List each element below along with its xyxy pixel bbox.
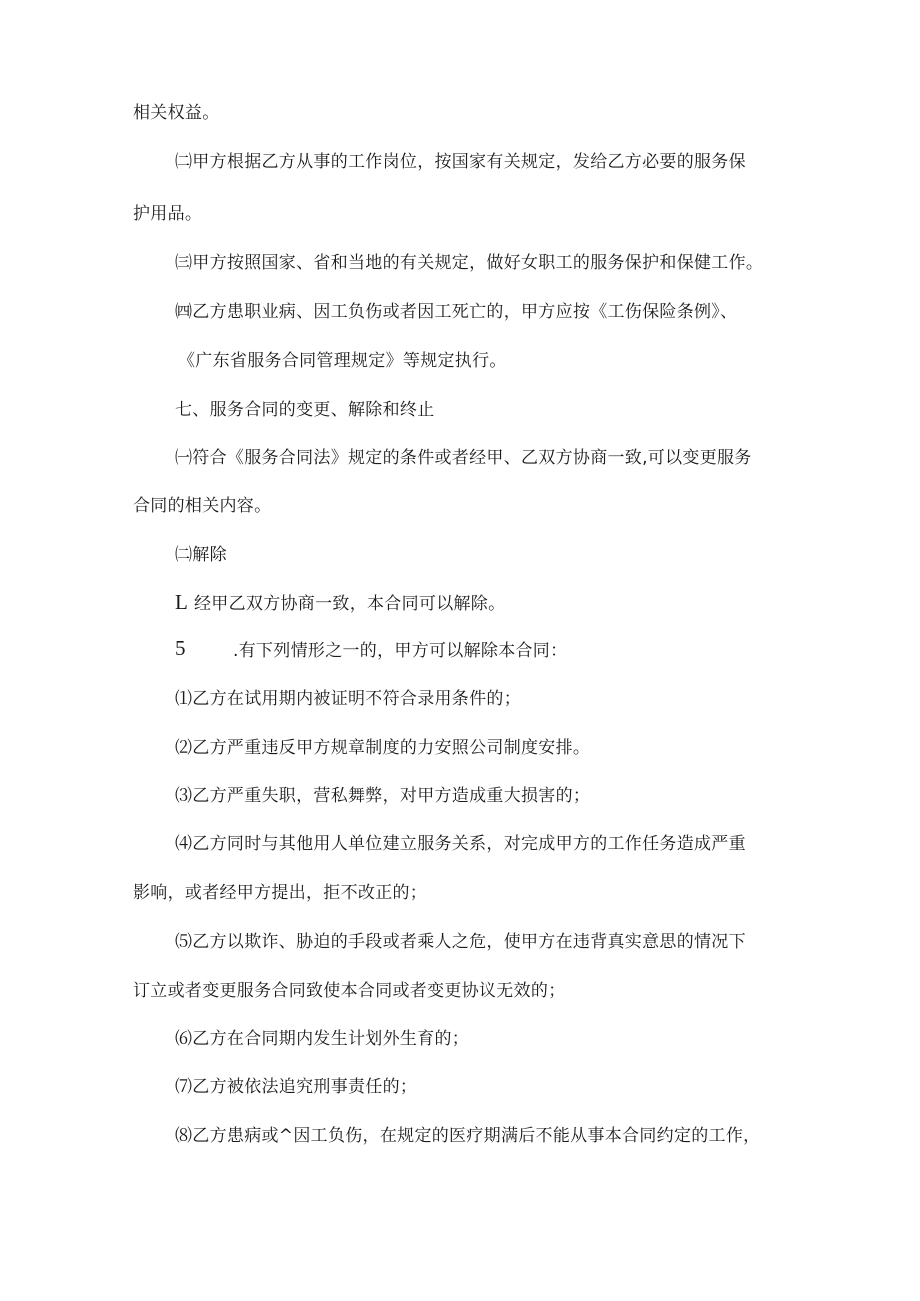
list-marker: L xyxy=(175,590,189,614)
paragraph-line: 订立或者变更服务合同致使本合同或者变更协议无效的； xyxy=(133,981,566,1001)
paragraph-line: 影响，或者经甲方提出，拒不改正的； xyxy=(133,883,428,903)
section-heading: 七、服务合同的变更、解除和终止 xyxy=(175,400,435,420)
list-item: ⑵乙方严重违反甲方规章制度的力安照公司制度安排。 xyxy=(175,738,591,758)
paragraph-line: ㈣乙方患职业病、因工负伤或者因工死亡的，甲方应按《工伤保险条例》、 xyxy=(175,302,738,322)
list-item: ⑶乙方严重失职，营私舞弊，对甲方造成重大损害的； xyxy=(175,786,591,806)
list-item: ⑻乙方患病或^因工负伤，在规定的医疗期满后不能从事本合同约定的工作， xyxy=(175,1126,761,1146)
paragraph-line: 合同的相关内容。 xyxy=(133,496,272,516)
paragraph-line: ㈢甲方按照国家、省和当地的有关规定，做好女职工的服务保护和保健工作。 xyxy=(175,253,764,273)
paragraph-line: ㈡解除 xyxy=(175,545,227,565)
list-item: ⑹乙方在合同期内发生计划外生育的； xyxy=(175,1029,470,1049)
paragraph-line: ㈡甲方根据乙方从事的工作岗位，按国家有关规定，发给乙方必要的服务保 xyxy=(175,152,746,172)
list-item: ⑸乙方以欺诈、胁迫的手段或者乘人之危，使甲方在违背真实意思的情况下 xyxy=(175,932,746,952)
paragraph-line: ㈠符合《服务合同法》规定的条件或者经甲、乙双方协商一致,可以变更服务 xyxy=(175,448,752,468)
list-item: ⑷乙方同时与其他用人单位建立服务关系，对完成甲方的工作任务造成严重 xyxy=(175,834,746,854)
paragraph-line: .有下列情形之一的，甲方可以解除本合同： xyxy=(233,641,568,661)
paragraph-line: 《广东省服务合同管理规定》等规定执行。 xyxy=(178,351,507,371)
list-item: ⑺乙方被依法追究刑事责任的； xyxy=(175,1077,418,1097)
paragraph-line: 经甲乙双方协商一致，本合同可以解除。 xyxy=(194,594,506,614)
list-marker: 5 xyxy=(175,636,186,660)
list-item: ⑴乙方在试用期内被证明不符合录用条件的； xyxy=(175,689,521,709)
paragraph-line: 护用品。 xyxy=(133,204,203,224)
paragraph-line: 相关权益。 xyxy=(133,103,220,123)
